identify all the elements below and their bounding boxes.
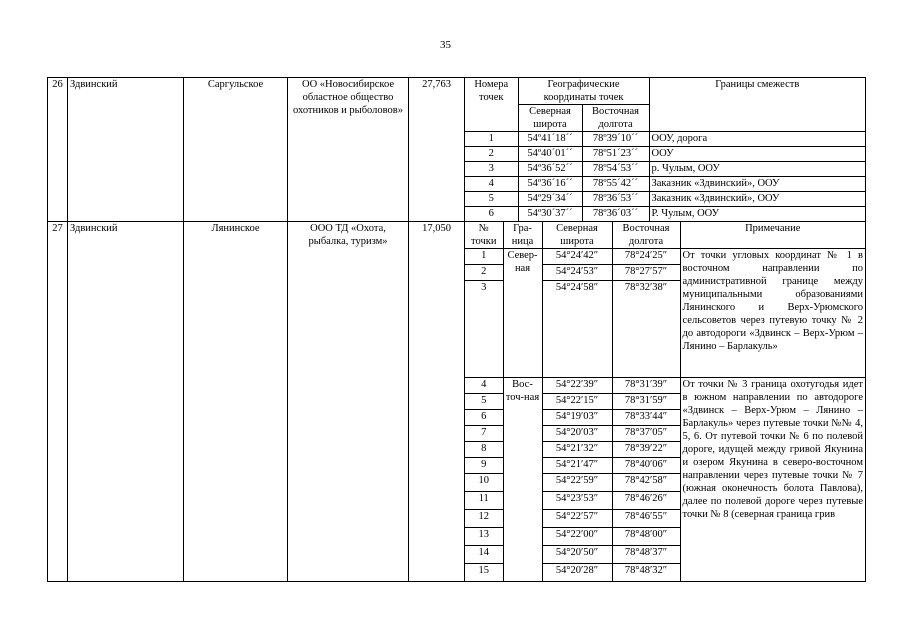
- point-lon: 78°39′22″: [612, 442, 680, 458]
- point-lat: 54°24′58″: [542, 281, 612, 378]
- point-lat: 54º41´18´´: [518, 132, 582, 147]
- header-n: № точки: [465, 222, 503, 249]
- point-lon: 78º55´42´´: [582, 177, 649, 192]
- coordinates-table-26: [465, 78, 865, 221]
- point-row: [465, 177, 865, 192]
- district-cell: Здвинский: [68, 78, 184, 222]
- point-number: 11: [465, 492, 503, 510]
- coordinates-cell: [465, 78, 866, 222]
- point-row: [465, 378, 865, 394]
- header-note: Примечание: [680, 222, 865, 249]
- point-row: [465, 132, 865, 147]
- point-number: 3: [465, 281, 503, 378]
- organization-cell: ООО ТД «Охота, рыбалка, туризм»: [288, 222, 409, 582]
- point-number: 6: [465, 207, 518, 222]
- note-north: От точки угловых координат № 1 в восточном направлении по административной границе между муниципальными образованиями Лянинского и Верх-Урюмского сельсоветов через путевую точку № 2 до автодороги «Здвинск – Верх-Урюм – Лянино – Барлакуль»: [680, 249, 865, 378]
- point-lon: 78°46′55″: [612, 510, 680, 528]
- note-east: От точки № 3 граница охотугодья идет в южном направлении по автодороге «Здвинск – Верх-Урюм – Лянино – Барлакуль» через путевые точки №№ 4, 5, 6. От путевой точки № 6 по полевой дороге, идущей между гривой Якунина и озером Якунина в северо-восточном направлении через путевые точки № 7 (южная оконечность болота Павлова), далее по полевой дороге через путевые точки № 8 (северная граница грив: [680, 378, 865, 582]
- point-lat: 54°20′50″: [542, 546, 612, 564]
- point-row: [465, 162, 865, 177]
- point-lon: 78°31′39″: [612, 378, 680, 394]
- border-side-east: Вос-точ-ная: [503, 378, 542, 582]
- point-number: 1: [465, 132, 518, 147]
- point-lat: 54°22′00″: [542, 528, 612, 546]
- table-row-26: [48, 78, 866, 222]
- point-lat: 54°22′59″: [542, 474, 612, 492]
- point-lat: 54º36´16´´: [518, 177, 582, 192]
- page-number: 35: [440, 39, 451, 51]
- point-number: 2: [465, 265, 503, 281]
- point-border: Р. Чулым, ООУ: [649, 207, 865, 222]
- settlement-cell: Саргульское: [184, 78, 288, 222]
- point-lat: 54°21′47″: [542, 458, 612, 474]
- hunting-grounds-table: [47, 77, 866, 582]
- point-number: 5: [465, 394, 503, 410]
- header-lon: Восточная долгота: [612, 222, 680, 249]
- point-lat: 54°21′32″: [542, 442, 612, 458]
- point-lon: 78°48′00″: [612, 528, 680, 546]
- point-row: [465, 147, 865, 162]
- point-lon: 78°32′38″: [612, 281, 680, 378]
- point-number: 1: [465, 249, 503, 265]
- point-lon: 78°40′06″: [612, 458, 680, 474]
- point-number: 15: [465, 564, 503, 582]
- point-lon: 78º51´23´´: [582, 147, 649, 162]
- border-side-north: Север-ная: [503, 249, 542, 378]
- point-row: [465, 192, 865, 207]
- point-lon: 78º39´10´´: [582, 132, 649, 147]
- point-number: 8: [465, 442, 503, 458]
- point-row: [465, 249, 865, 265]
- point-number: 7: [465, 426, 503, 442]
- settlement-cell: Лянинское: [184, 222, 288, 582]
- coordinates-table-27: [465, 222, 865, 581]
- district-cell: Здвинский: [68, 222, 184, 582]
- point-lon: 78º36´53´´: [582, 192, 649, 207]
- point-number: 9: [465, 458, 503, 474]
- point-border: ООУ: [649, 147, 865, 162]
- point-lat: 54°22′39″: [542, 378, 612, 394]
- point-number: 4: [465, 177, 518, 192]
- point-lon: 78°27′57″: [612, 265, 680, 281]
- point-lat: 54°19′03″: [542, 410, 612, 426]
- point-lat: 54°22′57″: [542, 510, 612, 528]
- header-border: Границы смежеств: [649, 78, 865, 132]
- row-number: 27: [48, 222, 68, 582]
- point-lon: 78º54´53´´: [582, 162, 649, 177]
- point-border: Заказник «Здвинский», ООУ: [649, 177, 865, 192]
- point-number: 12: [465, 510, 503, 528]
- row-number: 26: [48, 78, 68, 222]
- point-lon: 78°37′05″: [612, 426, 680, 442]
- point-number: 4: [465, 378, 503, 394]
- point-lat: 54º36´52´´: [518, 162, 582, 177]
- point-lon: 78°33′44″: [612, 410, 680, 426]
- point-lon: 78°48′32″: [612, 564, 680, 582]
- point-lon: 78°46′26″: [612, 492, 680, 510]
- point-lat: 54°23′53″: [542, 492, 612, 510]
- point-lat: 54°24′53″: [542, 265, 612, 281]
- header-side: Гра-ница: [503, 222, 542, 249]
- point-lat: 54º40´01´´: [518, 147, 582, 162]
- point-number: 3: [465, 162, 518, 177]
- organization-cell: ОО «Новосибирское областное общество охотников и рыболовов»: [288, 78, 409, 222]
- point-lat: 54°24′42″: [542, 249, 612, 265]
- point-row: [465, 207, 865, 222]
- point-lat: 54°20′28″: [542, 564, 612, 582]
- point-number: 2: [465, 147, 518, 162]
- coordinates-cell: [465, 222, 866, 582]
- point-lon: 78°31′59″: [612, 394, 680, 410]
- point-lon: 78°24′25″: [612, 249, 680, 265]
- point-lat: 54º30´37´´: [518, 207, 582, 222]
- point-lat: 54°20′03″: [542, 426, 612, 442]
- point-lat: 54°22′15″: [542, 394, 612, 410]
- header-lat: Северная широта: [518, 105, 582, 132]
- header-lon: Восточная долгота: [582, 105, 649, 132]
- point-number: 13: [465, 528, 503, 546]
- point-lon: 78°48′37″: [612, 546, 680, 564]
- point-number: 14: [465, 546, 503, 564]
- area-cell: 27,763: [409, 78, 465, 222]
- point-border: Заказник «Здвинский», ООУ: [649, 192, 865, 207]
- point-lat: 54º29´34´´: [518, 192, 582, 207]
- header-geo: Географические координаты точек: [518, 78, 649, 105]
- point-border: р. Чулым, ООУ: [649, 162, 865, 177]
- header-lat: Северная широта: [542, 222, 612, 249]
- point-lon: 78°42′58″: [612, 474, 680, 492]
- point-number: 6: [465, 410, 503, 426]
- point-number: 10: [465, 474, 503, 492]
- header-points: Номера точек: [465, 78, 518, 132]
- point-border: ООУ, дорога: [649, 132, 865, 147]
- table-row-27: [48, 222, 866, 582]
- area-cell: 17,050: [409, 222, 465, 582]
- point-number: 5: [465, 192, 518, 207]
- point-lon: 78º36´03´´: [582, 207, 649, 222]
